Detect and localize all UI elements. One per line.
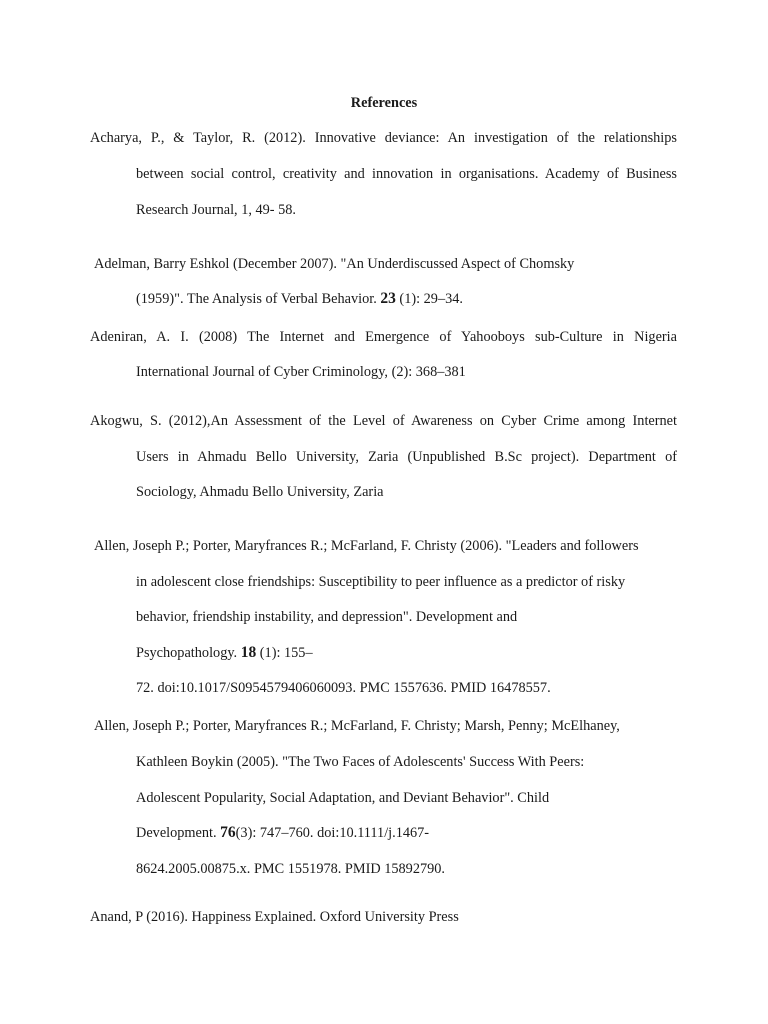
reference-line: 8624.2005.00875.x. PMC 1551978. PMID 15892790. [136,861,445,877]
reference-line [136,289,463,309]
reference-text: (1959)". The Analysis of Verbal Behavior. [136,291,381,307]
reference-line: between social control, creativity and innovation in organisations. Academy of Business [136,166,677,182]
reference-line: in adolescent close friendships: Susceptibility to peer influence as a predictor of risky [136,574,626,590]
page-title: References [350,95,418,111]
reference-text: (1): 155– [256,645,313,661]
reference-line: Allen, Joseph P.; Porter, Maryfrances R.; McFarland, F. Christy (2006). "Leaders and followers [94,538,639,554]
reference-line: Akogwu, S. (2012),An Assessment of the Level of Awareness on Cyber Crime among Internet [90,413,677,429]
reference-line: Adelman, Barry Eshkol (December 2007). "An Underdiscussed Aspect of Chomsky [94,256,575,272]
reference-text: Development. [136,825,221,841]
reference-line: Adolescent Popularity, Social Adaptation, and Deviant Behavior". Child [136,790,550,806]
volume-number: 76 [220,824,236,841]
reference-line [136,823,429,843]
reference-line: Acharya, P., & Taylor, R. (2012). Innovative deviance: An investigation of the relationships [90,130,677,146]
reference-line: Sociology, Ahmadu Bello University, Zaria [136,484,384,500]
reference-line: Adeniran, A. I. (2008) The Internet and Emergence of Yahooboys sub-Culture in Nigeria [90,329,677,345]
reference-line: Research Journal, 1, 49- 58. [136,202,297,218]
reference-line: 72. doi:10.1017/S0954579406060093. PMC 1557636. PMID 16478557. [136,680,551,696]
reference-line: Allen, Joseph P.; Porter, Maryfrances R.; McFarland, F. Christy; Marsh, Penny; McElhaney, [94,718,620,734]
volume-number: 23 [380,290,396,307]
reference-text: Psychopathology. [136,645,241,661]
reference-line: behavior, friendship instability, and depression". Development and [136,609,518,625]
volume-number: 18 [240,644,257,661]
reference-line: International Journal of Cyber Criminology, (2): 368–381 [136,364,466,380]
reference-line: Users in Ahmadu Bello University, Zaria (Unpublished B.Sc project). Department of [136,449,677,465]
reference-text: (3): 747–760. doi:10.1111/j.1467- [235,825,430,841]
reference-line [136,643,313,663]
reference-line: Kathleen Boykin (2005). "The Two Faces of Adolescents' Success With Peers: [136,754,585,770]
reference-text: (1): 29–34. [395,291,463,307]
reference-line: Anand, P (2016). Happiness Explained. Oxford University Press [90,909,459,925]
